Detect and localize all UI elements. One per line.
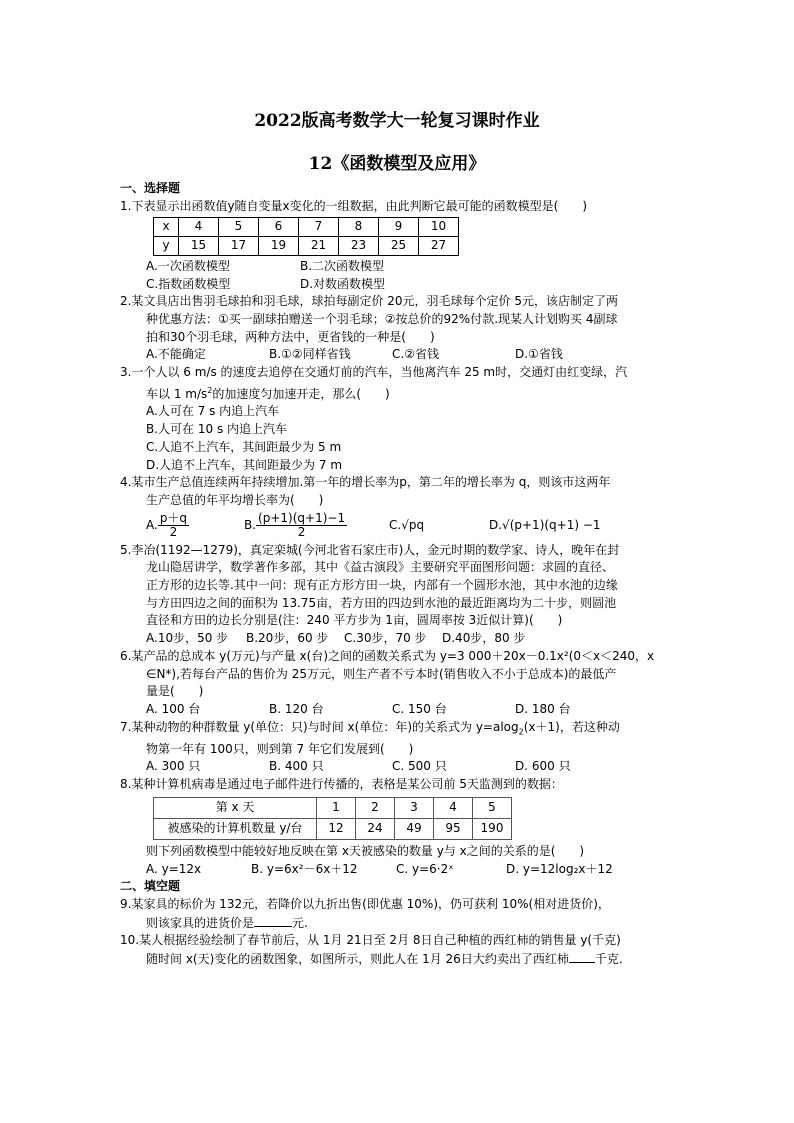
stem-text: 千克. [594,952,623,967]
table-cell: 被感染的计算机数量 y/台 [154,818,317,839]
question-stem-line: 则下列函数模型中能较好地反映在第 x天被感染的数量 y与 x之间的关系的是( ) [146,843,585,858]
stem-text: 则该家具的进货价是 [146,915,255,930]
question-stem-line: 量是( ) [146,684,204,699]
table-cell: 8 [339,218,379,237]
table-cell: 24 [356,818,395,839]
options-row [120,758,700,776]
question-2 [120,293,700,364]
options-row [120,258,700,276]
numerator: (p+1)(q+1)−1 [258,511,346,526]
option-d: D.①省钱 [515,347,563,362]
table-cell: 49 [395,818,434,839]
table-row [154,818,512,839]
option-d: D.40步，80 步 [442,631,526,646]
question-stem: 5.李冶(1192—1279)，真定栾城(今河北省石家庄市)人，金元时期的数学家、诗人，晚年在封 [120,542,620,557]
table-cell: y [154,237,179,256]
option-c: C.√pq [389,517,425,532]
question-stem-line: 种优惠方法：①买一副球拍赠送一个羽毛球；②按总价的92%付款.现某人计划购买 4副球 [146,311,618,326]
question-stem-line [120,914,700,933]
question-1 [120,198,700,294]
section-heading-choice: 一、选择题 [120,181,181,195]
table-cell: 95 [434,818,473,839]
table-cell: 6 [259,218,299,237]
question-stem-line: 物第一年有 100只，则到第 7 年它们发展到( ) [146,741,414,756]
option-c: C.指数函数模型 [146,276,231,291]
question-stem-line: 生产总值的年平均增长率为( ) [146,492,324,507]
question-8 [120,776,700,878]
option-c: C. 500 只 [392,759,447,774]
table-cell: 3 [395,797,434,818]
table-cell: 4 [434,797,473,818]
option-b: B.二次函数模型 [300,258,385,273]
option-d: D.对数函数模型 [300,276,386,291]
question-stem: 4.某市生产总值连续两年持续增加.第一年的增长率为p，第二年的增长率为 q，则该市这两年 [120,475,611,490]
question-5 [120,542,700,648]
table-cell: 10 [419,218,459,237]
question-7 [120,719,700,777]
option-a: A.人可在 7 s 内追上汽车 [146,404,280,419]
answer-blank[interactable] [254,914,292,927]
question-stem: 6.某产品的总成本 y(万元)与产量 x(台)之间的函数关系式为 y=3 000＋20x－0.1x²(0＜x＜240，x [120,648,655,663]
options-row [120,276,700,294]
table-cell: 15 [179,237,219,256]
fraction [256,512,347,539]
option-c: C. y=6·2ˣ [396,861,454,876]
option-a: A.不能确定 [146,347,206,362]
option-a: A.10步，50 步 [146,631,229,646]
option-b: B.人可在 10 s 内追上汽车 [146,422,288,437]
table-cell: 19 [259,237,299,256]
table-cell: 12 [317,818,356,839]
question-stem-line [120,950,700,969]
option-b: B. 120 台 [269,701,324,716]
question-stem [120,719,700,741]
option-label: B. [244,518,257,533]
table-row [154,237,459,256]
table-cell: 17 [219,237,259,256]
stem-text: 车以 1 m/s [146,386,208,401]
table-cell: 5 [473,797,512,818]
table-cell: 25 [379,237,419,256]
question-9 [120,896,700,932]
option-b: B.①②同样省钱 [269,347,351,362]
option-b: B. 400 只 [269,759,324,774]
option-d: D. y=12log₂x＋12 [506,861,613,876]
option-a: A. 100 台 [146,701,201,716]
options-row [120,861,700,879]
answer-blank[interactable] [569,950,595,963]
stem-text: 7.某种动物的种群数量 y(单位：只)与时间 x(单位：年)的关系式为 y=alog [120,719,519,734]
denominator: 2 [169,525,178,540]
question-4 [120,474,700,541]
option-b [244,512,389,539]
question-stem-line: 龙山隐居讲学，数学著作多部，其中《益古演段》主要研究平面图形问题：求圆的直径、 [146,560,615,575]
option-c: C.②省钱 [392,347,439,362]
stem-text: 元. [292,915,308,930]
numerator: p＋q [159,511,188,526]
stem-text: (x＋1)，若这种动 [523,719,620,734]
options-row [120,630,700,648]
document-subtitle: 12《函数模型及应用》 [308,154,486,174]
table-cell: 190 [473,818,512,839]
option-d: D. 600 只 [515,759,571,774]
option-a: A. 300 只 [146,759,201,774]
table-cell: 7 [299,218,339,237]
question-stem: 10.某人根据经验绘制了春节前后，从 1月 21日至 2月 8日自己种植的西红柿的销售量 y(千克) [120,933,621,948]
table-row [154,797,512,818]
table-cell: 5 [219,218,259,237]
table-cell: 2 [356,797,395,818]
option-d: D.√(p+1)(q+1) −1 [489,517,601,532]
question-3 [120,364,700,474]
table-cell: 1 [317,797,356,818]
question-stem: 9.某家具的标价为 132元，若降价以九折出售(即优惠 10%)，仍可获利 10%(相对进货价)， [120,897,610,911]
question-stem: 2.某文具店出售羽毛球拍和羽毛球，球拍每副定价 20元，羽毛球每个定价 5元，该店制定了两 [120,294,618,309]
option-d: D. 180 台 [515,701,571,716]
table-cell: 21 [299,237,339,256]
question-stem-line [120,382,700,404]
options-row [120,346,700,364]
question-stem-line: 正方形的边长等.其中一问：现有正方形方田一块，内部有一个圆形水池，其中水池的边缘 [146,578,618,593]
table-cell: 23 [339,237,379,256]
question-10 [120,932,700,968]
question-stem-line: 与方田四边之间的面积为 13.75亩，若方田的四边到水池的最近距离均为二十步，则圆池 [146,595,617,610]
table-row [154,218,459,237]
option-a: A.一次函数模型 [146,258,230,273]
table-cell: x [154,218,179,237]
option-a [146,512,244,539]
stem-text: 随时间 x(天)变化的函数图象，如图所示，则此人在 1月 26日大约卖出了西红柿 [146,952,569,967]
table-cell: 27 [419,237,459,256]
stem-text: 的加速度匀加速开走，那么( ) [212,386,390,401]
document-title: 2022版高考数学大一轮复习课时作业 [254,111,540,131]
subscript: 2 [518,727,524,737]
superscript: 2 [207,385,213,395]
question-stem-line: 直径和方田的边长分别是(注：240 平方步为 1亩，圆周率按 3近似计算)( ) [146,613,563,628]
fraction [158,512,189,539]
question-stem-line: 拍和30个羽毛球，两种方法中，更省钱的一种是( ) [146,329,435,344]
option-c: C.人追不上汽车，其间距最少为 5 m [146,439,342,454]
table-cell: 第 x 天 [154,797,317,818]
option-c: C.30步，70 步 [344,631,427,646]
option-a: A. y=12x [146,861,202,876]
table-cell: 9 [379,218,419,237]
table-cell: 4 [179,218,219,237]
data-table-q1 [153,217,459,255]
data-table-q8 [153,797,512,840]
denominator: 2 [297,525,306,540]
options-row [120,510,700,542]
question-stem: 3.一个人以 6 m/s 的速度去追停在交通灯前的汽车，当他离汽车 25 m时，交通灯由红变绿，汽 [120,365,628,380]
options-row [120,701,700,719]
question-stem: 8.某种计算机病毒是通过电子邮件进行传播的，表格是某公司前 5天监测到的数据： [120,777,563,792]
section-heading-fill: 二、填空题 [120,879,181,894]
option-d: D.人追不上汽车，其间距最少为 7 m [146,457,343,472]
question-6 [120,648,700,719]
option-b: B. y=6x²－6x＋12 [251,861,358,876]
option-c: C. 150 台 [392,701,447,716]
document-body [120,180,700,969]
question-stem: 1.下表显示出函数值y随自变量x变化的一组数据，由此判断它最可能的函数模型是( ) [120,198,588,213]
option-b: B.20步，60 步 [246,631,329,646]
question-stem-line: ∈N*),若每台产品的售价为 25万元，则生产者不亏本时(销售收入不小于总成本)的最低产 [146,666,617,681]
option-label: A. [146,518,158,533]
